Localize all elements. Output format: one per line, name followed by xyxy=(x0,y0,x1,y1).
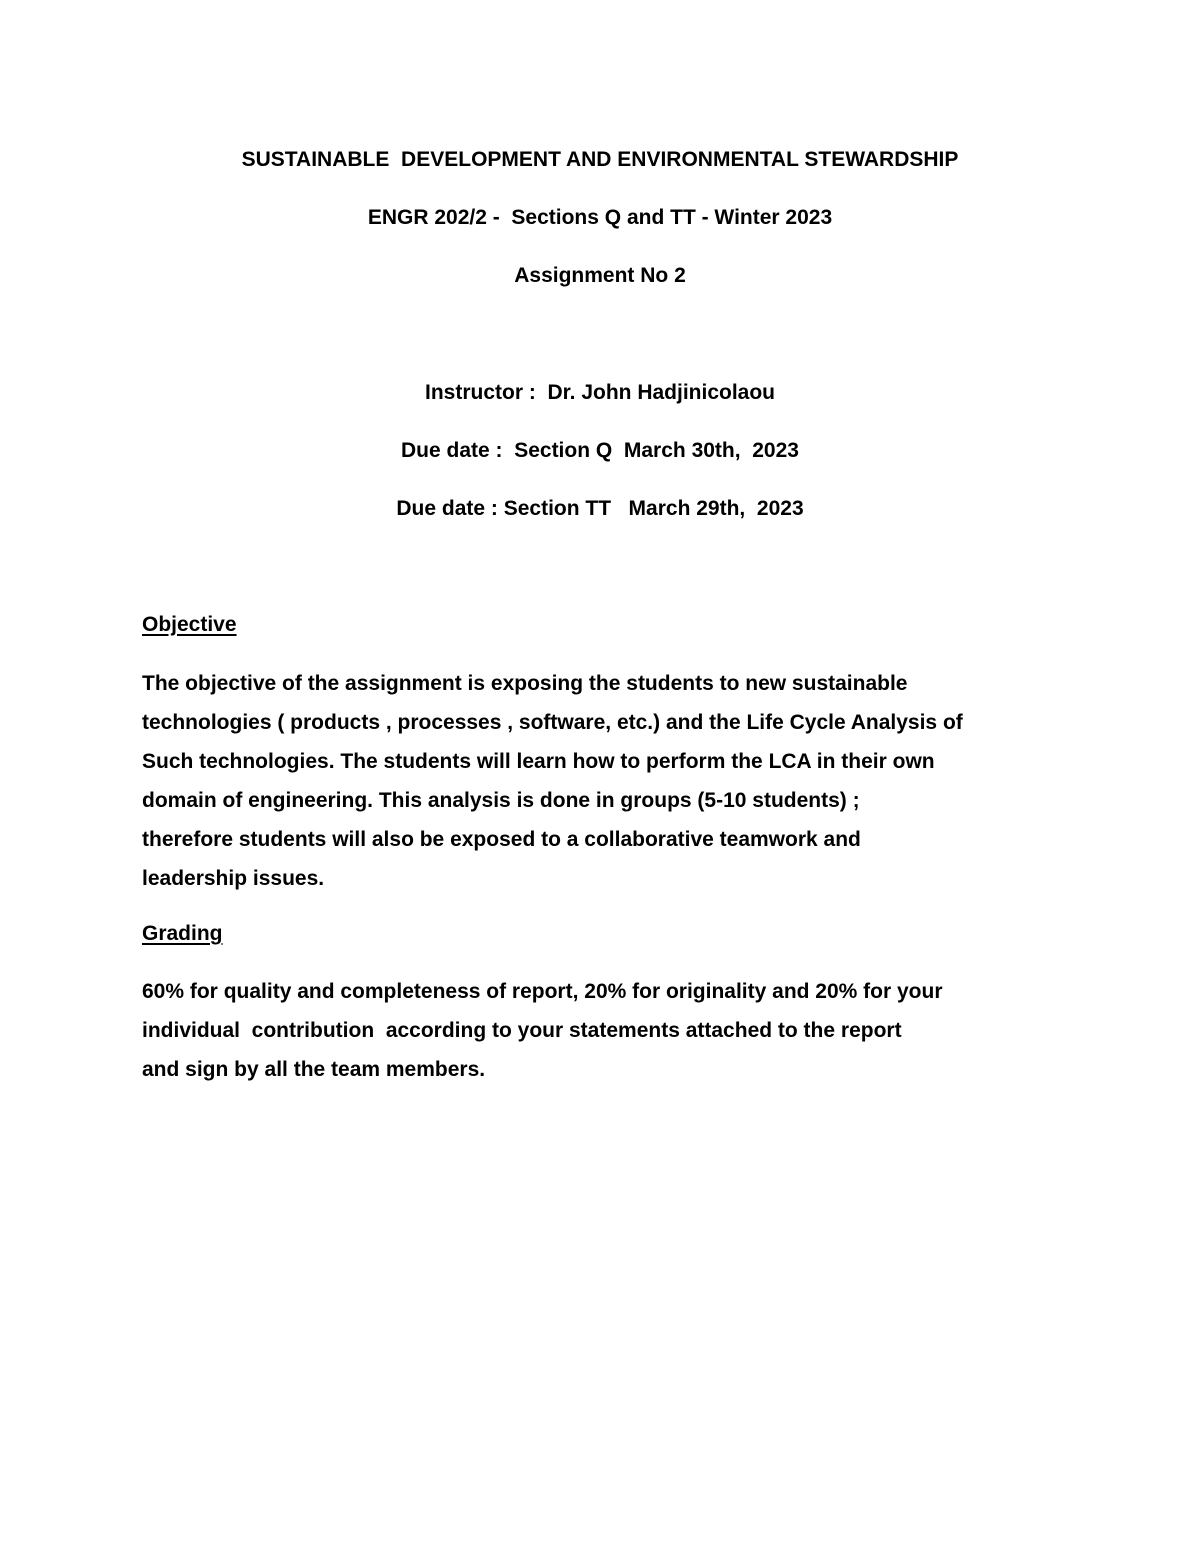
objective-heading: Objective xyxy=(142,613,237,636)
objective-line: The objective of the assignment is exposing the students to new sustainable xyxy=(142,672,908,695)
objective-paragraph xyxy=(142,664,1062,898)
grading-line: individual contribution according to your statements attached to the report xyxy=(142,1019,902,1042)
grading-line: and sign by all the team members. xyxy=(142,1058,486,1081)
course-title: SUSTAINABLE DEVELOPMENT AND ENVIRONMENTAL STEWARDSHIP xyxy=(241,148,959,171)
assignment-number: Assignment No 2 xyxy=(514,264,686,287)
due-date-section-q: Due date : Section Q March 30th, 2023 xyxy=(401,439,799,462)
course-code: ENGR 202/2 - Sections Q and TT - Winter 2023 xyxy=(367,206,833,229)
grading-paragraph xyxy=(142,972,1062,1089)
due-date-section-tt: Due date : Section TT March 29th, 2023 xyxy=(396,497,804,520)
grading-line: 60% for quality and completeness of report, 20% for originality and 20% for your xyxy=(142,980,943,1003)
objective-line: technologies ( products , processes , software, etc.) and the Life Cycle Analysis of xyxy=(142,711,963,734)
objective-line: leadership issues. xyxy=(142,867,325,890)
objective-line: domain of engineering. This analysis is done in groups (5-10 students) ; xyxy=(142,789,860,812)
objective-line: therefore students will also be exposed to a collaborative teamwork and xyxy=(142,828,861,851)
instructor-line: Instructor : Dr. John Hadjinicolaou xyxy=(424,381,776,404)
grading-heading: Grading xyxy=(142,922,223,945)
objective-line: Such technologies. The students will learn how to perform the LCA in their own xyxy=(142,750,935,773)
